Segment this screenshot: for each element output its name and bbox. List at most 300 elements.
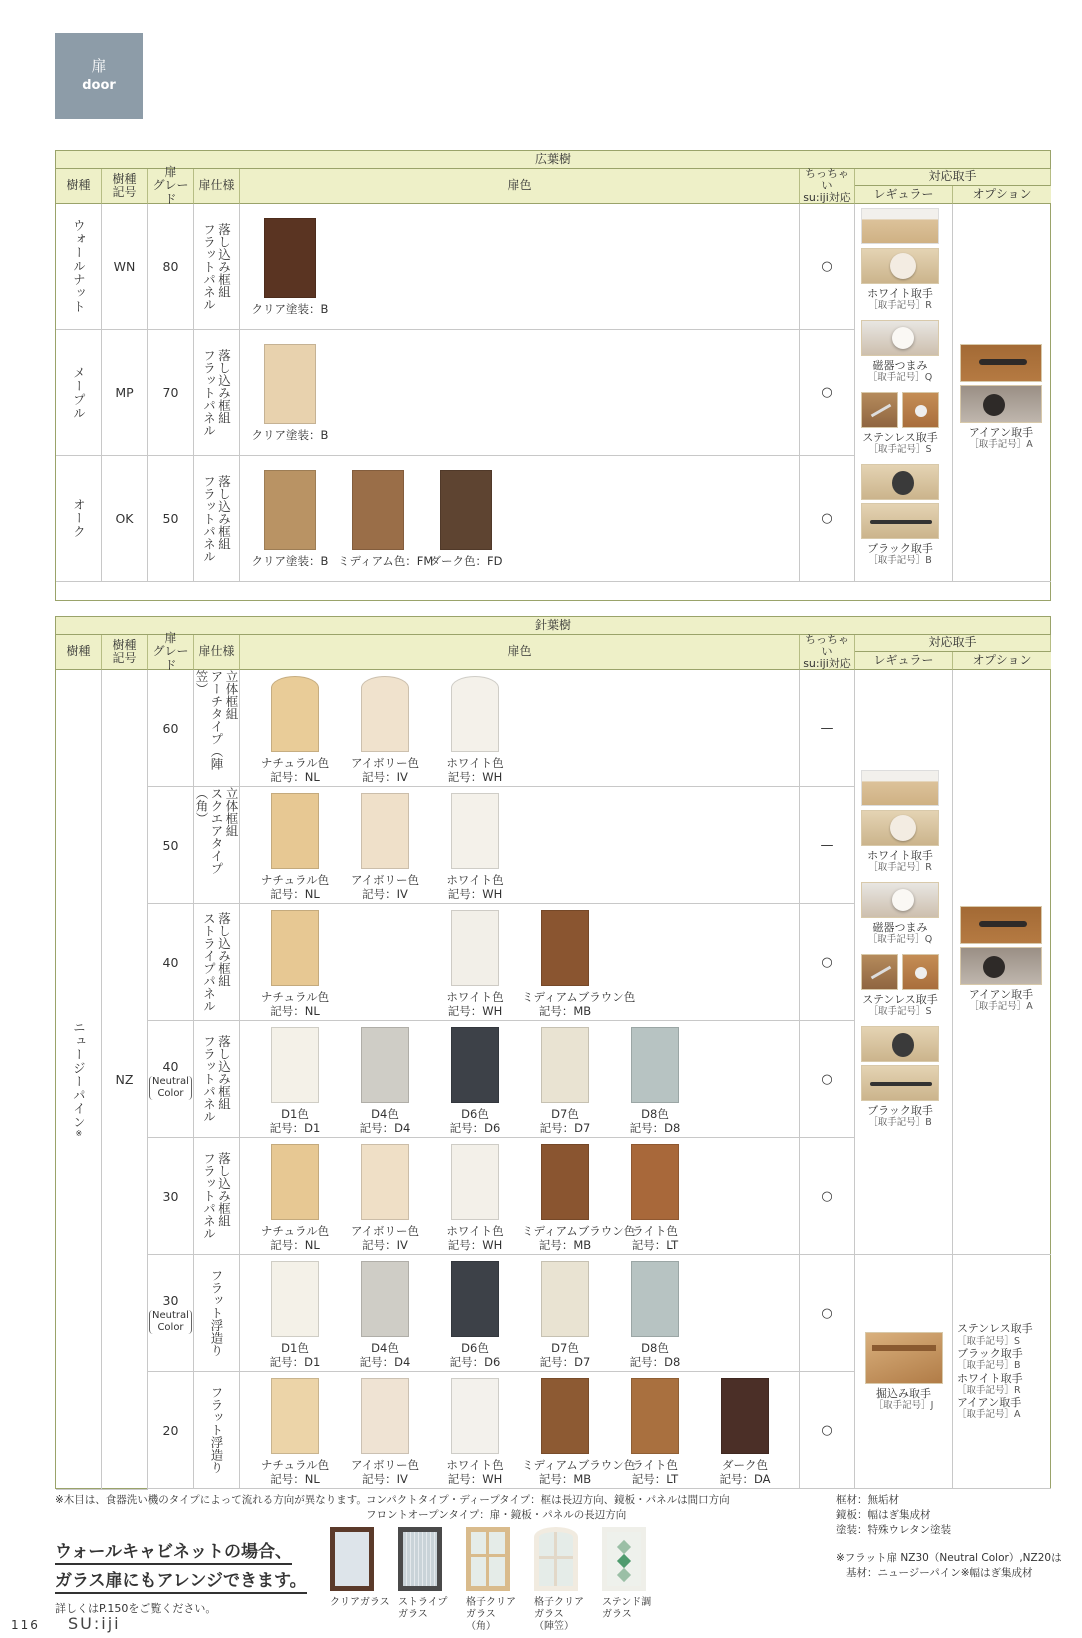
color-swatch [252, 1378, 338, 1487]
color-cell [240, 1021, 800, 1138]
chiisai-mark: ○ [821, 511, 833, 526]
color-name: ナチュラル色 [260, 1224, 330, 1238]
door-image [631, 1261, 679, 1337]
grade-cell [148, 1372, 194, 1489]
black-handle-name: ブラック取手 [867, 542, 933, 555]
chiisai-mark: — [820, 720, 834, 736]
grade-cell [148, 1138, 194, 1255]
grade-value: 30 [162, 1188, 179, 1204]
black-handle [861, 1026, 939, 1129]
note-front: フロントオープンタイプ：扉・鏡板・パネルの長辺方向 [366, 1509, 627, 1521]
stainless-handle-icons [861, 392, 939, 428]
header-species-code [102, 635, 148, 670]
color-code: 記号：DA [719, 1472, 771, 1487]
color-code: 記号：D7 [539, 1121, 591, 1136]
grade-value: 40 [162, 1058, 179, 1074]
spec-text: フラット浮造り [209, 1386, 224, 1474]
chiisai-mark: ○ [821, 259, 833, 274]
color-code: 記号：MB [538, 1472, 592, 1487]
grade-cell [148, 204, 194, 330]
color-swatch [612, 1261, 698, 1370]
chiisai-cell [800, 456, 855, 582]
chiisai-mark: ○ [821, 1422, 833, 1438]
color-name: D8色 [641, 1107, 669, 1121]
stainless-handle [861, 392, 939, 456]
porcelain-knob-icon [861, 882, 939, 918]
species-code: OK [115, 511, 134, 526]
door-image [631, 1144, 679, 1220]
spec-cell [194, 456, 240, 582]
porcelain-ball [892, 327, 914, 349]
color-code: 記号：D7 [539, 1355, 591, 1370]
conifer-code-cell [102, 670, 148, 1490]
chiisai-cell [800, 1021, 855, 1138]
grade-value: 70 [162, 385, 179, 400]
door-image [271, 676, 319, 752]
color-code: 記号：NL [270, 770, 320, 785]
spec-cell [194, 787, 240, 904]
color-name: ナチュラル色 [260, 990, 330, 1004]
species-name: ウォールナット [71, 219, 87, 314]
white-handle-code: ［取手記号］R [868, 300, 932, 312]
stainless-bar-photo [861, 392, 898, 428]
spec-cell [194, 1138, 240, 1255]
door-image [264, 344, 316, 424]
grade-cell [148, 1021, 194, 1138]
iron-handle-name: アイアン取手 [968, 988, 1034, 1001]
stainless-handle [861, 954, 939, 1018]
glass-door-label: 格子クリア ガラス （角） [466, 1597, 516, 1632]
door-image [361, 676, 409, 752]
color-swatch [432, 1378, 518, 1487]
door-image [271, 910, 319, 986]
white-handle-code: ［取手記号］R [868, 862, 932, 874]
porcelain-ball [892, 889, 914, 911]
spec-text: 落し込み框組 フラットパネル [201, 348, 232, 437]
grade-note: Neutral Color [149, 1076, 192, 1100]
conifer-code: NZ [115, 1072, 134, 1087]
horikomi-groove [872, 1345, 936, 1351]
color-code: 記号：NL [270, 1004, 320, 1019]
color-cell [240, 787, 800, 904]
color-swatch [250, 344, 330, 442]
iron-handle-photo-2 [960, 385, 1042, 423]
color-label: クリア塗装：B [251, 428, 329, 442]
iron-handle-code: ［取手記号］A [969, 1001, 1033, 1013]
header-grade-text: 扉 グレード [152, 165, 189, 206]
color-code: 記号：LT [631, 1472, 679, 1487]
porcelain-knob-name: 磁器つまみ [872, 921, 928, 934]
color-name: ナチュラル色 [260, 873, 330, 887]
color-code: 記号：IV [362, 770, 408, 785]
color-label: クリア塗装：B [251, 302, 329, 316]
glass-door-sample [330, 1527, 396, 1609]
stainless-bar [871, 404, 892, 418]
iron-handle-photo-1 [960, 344, 1042, 382]
header-species: 樹種 [56, 635, 102, 670]
black-bar-photo [861, 1065, 939, 1101]
color-swatch [342, 676, 428, 785]
door-image [361, 1144, 409, 1220]
white-handle-name: ホワイト取手 [867, 849, 933, 862]
iron-handle [959, 344, 1043, 451]
color-swatch [522, 1144, 636, 1253]
color-swatch [252, 676, 338, 785]
color-swatch [522, 910, 636, 1019]
door-image [451, 1378, 499, 1454]
species-cell [56, 204, 102, 330]
color-swatch [522, 1261, 608, 1370]
color-name: D8色 [641, 1341, 669, 1355]
color-code: 記号：WH [447, 887, 503, 902]
door-image [361, 1027, 409, 1103]
door-image [631, 1378, 679, 1454]
color-swatch [250, 470, 330, 568]
black-knob [892, 471, 914, 495]
header-grade-text: 扉 グレード [152, 631, 189, 672]
color-swatch [426, 470, 506, 568]
option-code: ［取手記号］R [957, 1384, 1021, 1396]
color-name: ナチュラル色 [260, 756, 330, 770]
color-name: ナチュラル色 [260, 1458, 330, 1472]
color-code: 記号：WH [447, 1004, 503, 1019]
glass-door-image [602, 1527, 646, 1591]
white-handle-name: ホワイト取手 [867, 287, 933, 300]
chiisai-mark: ○ [821, 954, 833, 970]
color-swatch [612, 1378, 698, 1487]
chiisai-mark: — [820, 837, 834, 853]
species-code: WN [113, 259, 136, 274]
black-bar [870, 520, 932, 524]
header-handle: 対応取手 [855, 635, 1051, 652]
color-code: 記号：D6 [449, 1121, 501, 1136]
color-name: ホワイト色 [446, 990, 504, 1004]
option-handle-cell [953, 670, 1051, 1255]
color-swatch [702, 1378, 788, 1487]
header-handle: 対応取手 [855, 169, 1051, 186]
stainless-bar [871, 966, 892, 980]
chiisai-mark: ○ [821, 1071, 833, 1087]
glass-door-image [330, 1527, 374, 1591]
option-code: ［取手記号］B [957, 1360, 1021, 1372]
color-code: 記号：WH [447, 770, 503, 785]
glass-door-label: ストライプ ガラス [398, 1597, 448, 1620]
species-name: メープル [71, 365, 87, 420]
color-swatch [342, 1144, 428, 1253]
color-name: アイボリー色 [351, 1458, 419, 1472]
iron-grip [983, 956, 1005, 978]
color-code: 記号：D8 [629, 1355, 681, 1370]
badge-en: door [82, 78, 116, 93]
door-image [451, 793, 499, 869]
color-code: 記号：D6 [449, 1355, 501, 1370]
spec-text: 落し込み框組 フラットパネル [201, 474, 232, 563]
option-name: ホワイト取手 [957, 1371, 1023, 1385]
grade-cell [148, 904, 194, 1021]
header-species-code [102, 169, 148, 204]
glass-headline-2: ガラス扉にもアレンジできます。 [55, 1566, 307, 1594]
iron-bar [979, 921, 1027, 927]
color-swatch [612, 1144, 698, 1253]
stainless-handle-icons [861, 954, 939, 990]
white-handle-icon [861, 810, 939, 846]
color-swatch [432, 910, 518, 1019]
black-knob-photo [861, 464, 939, 500]
door-image [451, 1027, 499, 1103]
chiisai-cell [800, 904, 855, 1021]
grade-cell [148, 330, 194, 456]
note-flat2: 基材：ニュージーパイン※幅はぎ集成材 [846, 1567, 1033, 1579]
color-label: ダーク色：FD [429, 554, 503, 568]
conifer-species-cell [56, 670, 102, 1490]
glass-mullion-h [471, 1554, 505, 1557]
white-handle-icon [861, 248, 939, 284]
door-image [271, 1027, 319, 1103]
chiisai-cell [800, 204, 855, 330]
iron-bar [979, 359, 1027, 365]
color-swatch [432, 793, 518, 902]
glass-mullion-h [539, 1556, 573, 1559]
regular-handle-cell [855, 204, 953, 582]
color-swatch [250, 218, 330, 316]
option-code: ［取手記号］S [957, 1335, 1021, 1347]
color-swatch [342, 1027, 428, 1136]
flat-option-list [953, 1322, 1051, 1420]
option-handle-cell [953, 204, 1051, 582]
black-knob [892, 1033, 914, 1057]
chiisai-cell [800, 1255, 855, 1372]
color-code: 記号：NL [270, 1238, 320, 1253]
grade-cell [148, 456, 194, 582]
color-swatch [252, 1144, 338, 1253]
regular-handle-cell [855, 670, 953, 1255]
iron-handle [959, 906, 1043, 1013]
grade-note: Neutral Color [149, 1310, 192, 1334]
color-code: 記号：WH [447, 1238, 503, 1253]
color-name: ホワイト色 [446, 873, 504, 887]
spec-cell [194, 1372, 240, 1489]
horikomi-handle-photo [865, 1332, 943, 1384]
conifer-species-note: ※ [74, 1128, 84, 1139]
black-handle-name: ブラック取手 [867, 1104, 933, 1117]
species-code-cell [102, 204, 148, 330]
conifer-table [55, 616, 1051, 1489]
color-cell [240, 1255, 800, 1372]
color-label: クリア塗装：B [251, 554, 329, 568]
color-name: ミディアムブラウン色 [522, 1458, 636, 1472]
page-number: 116 [11, 1618, 40, 1632]
color-cell [240, 204, 800, 330]
brand-logo: SU:iji [68, 1614, 121, 1633]
stainless-knob [915, 405, 927, 417]
white-knob [890, 253, 916, 279]
color-name: ライト色 [632, 1224, 678, 1238]
option-name: ステンレス取手 [957, 1322, 1033, 1336]
header-chiisai-text: ちっちゃい su:iji対応 [803, 632, 851, 671]
door-image [631, 1027, 679, 1103]
stainless-knob [915, 967, 927, 979]
door-image [271, 1144, 319, 1220]
grade-value: 80 [162, 259, 179, 274]
horikomi-handle [864, 1332, 944, 1412]
spec-cell [194, 330, 240, 456]
stainless-bar-photo [861, 954, 898, 990]
door-image [264, 470, 316, 550]
color-swatch [252, 1027, 338, 1136]
spec-cell [194, 904, 240, 1021]
porcelain-knob-code: ［取手記号］Q [867, 934, 933, 946]
header-option: オプション [953, 652, 1051, 670]
conifer-species-text: ニュージーパイン [71, 1020, 87, 1129]
color-code: 記号：D4 [359, 1121, 411, 1136]
door-image [541, 1027, 589, 1103]
header-species-code-text: 樹種 記号 [112, 637, 137, 665]
color-code: 記号：D1 [269, 1355, 321, 1370]
door-image [451, 910, 499, 986]
color-code: 記号：LT [631, 1238, 679, 1253]
header-spec: 扉仕様 [194, 635, 240, 670]
color-cell [240, 330, 800, 456]
option-name: ブラック取手 [957, 1346, 1023, 1360]
header-grade [148, 165, 194, 206]
section-badge [55, 33, 143, 119]
note-flat1: ※フラット扉 NZ30（Neutral Color）,NZ20は [836, 1552, 1062, 1564]
header-chiisai-text: ちっちゃい su:iji対応 [803, 166, 851, 205]
color-name: D6色 [461, 1341, 489, 1355]
broadleaf-table [55, 150, 1051, 601]
door-image [361, 793, 409, 869]
spec-cell [194, 204, 240, 330]
door-image [451, 1144, 499, 1220]
iron-handle-name: アイアン取手 [968, 426, 1034, 439]
grade-cell [148, 1255, 194, 1372]
color-code: 記号：D1 [269, 1121, 321, 1136]
stain-diamond [617, 1568, 631, 1582]
iron-handle-code: ［取手記号］A [969, 439, 1033, 451]
drawer-photo [861, 208, 939, 244]
color-code: 記号：D4 [359, 1355, 411, 1370]
chiisai-cell [800, 787, 855, 904]
door-image [541, 1144, 589, 1220]
color-cell [240, 904, 800, 1021]
glass-door-image [466, 1527, 510, 1591]
color-swatch [342, 1378, 428, 1487]
spec-cell [194, 670, 240, 787]
porcelain-knob-code: ［取手記号］Q [867, 372, 933, 384]
color-swatch [612, 1027, 698, 1136]
spec-text: フラット浮造り [209, 1269, 224, 1357]
drawer-photo [861, 770, 939, 806]
color-code: 記号：IV [362, 1472, 408, 1487]
color-name: D4色 [371, 1341, 399, 1355]
broadleaf-title: 広葉樹 [56, 151, 1050, 169]
regular-handle-cell-flat [855, 1255, 953, 1489]
black-handle-code: ［取手記号］B [868, 555, 932, 567]
grade-cell [148, 787, 194, 904]
spec-text: 落し込み框組 フラットパネル [201, 222, 232, 311]
chiisai-cell [800, 330, 855, 456]
color-cell [240, 670, 800, 787]
grade-value: 50 [162, 511, 179, 526]
color-cell [240, 1138, 800, 1255]
header-color: 扉色 [240, 169, 800, 204]
color-code: 記号：IV [362, 1238, 408, 1253]
note-panel: 鏡板：幅はぎ集成材 [836, 1509, 931, 1521]
species-cell [56, 456, 102, 582]
color-name: アイボリー色 [351, 873, 419, 887]
note-frame: 框材：無垢材 [836, 1494, 899, 1506]
door-image [271, 793, 319, 869]
badge-jp: 扉 [91, 57, 107, 75]
grade-value: 50 [162, 837, 179, 853]
color-name: アイボリー色 [351, 1224, 419, 1238]
door-image [451, 1261, 499, 1337]
conifer-species [71, 1021, 87, 1139]
species-code-cell [102, 330, 148, 456]
species-name: オーク [71, 498, 87, 539]
door-image [361, 1261, 409, 1337]
color-name: ミディアムブラウン色 [522, 1224, 636, 1238]
spec-text: 落し込み框組 フラットパネル [201, 1152, 232, 1240]
color-code: 記号：IV [362, 887, 408, 902]
color-label: ミディアム色：FM [338, 554, 434, 568]
chiisai-mark: ○ [821, 1305, 833, 1321]
chiisai-mark: ○ [821, 385, 833, 400]
glass-door-sample [398, 1527, 464, 1621]
header-regular: レギュラー [855, 652, 953, 670]
grade-value: 40 [162, 954, 179, 970]
grade-value: 30 [162, 1292, 179, 1308]
horikomi-handle-name: 掘込み取手 [876, 1386, 931, 1400]
door-image [451, 676, 499, 752]
chiisai-cell [800, 1138, 855, 1255]
white-handle [861, 810, 939, 874]
door-image [271, 1261, 319, 1337]
header-option: オプション [953, 186, 1051, 204]
glass-door-sample [534, 1527, 600, 1633]
header-chiisai [800, 632, 855, 671]
color-name: ダーク色 [722, 1458, 768, 1472]
grade-cell [148, 670, 194, 787]
glass-mullion-v [554, 1532, 557, 1586]
species-code: MP [115, 385, 134, 400]
stainless-handle-name: ステンレス取手 [862, 993, 938, 1006]
color-name: アイボリー色 [351, 756, 419, 770]
color-swatch [252, 793, 338, 902]
header-regular: レギュラー [855, 186, 953, 204]
glass-door-label: 格子クリア ガラス （陣笠） [534, 1597, 584, 1632]
header-color: 扉色 [240, 635, 800, 670]
black-handle-code: ［取手記号］B [868, 1117, 932, 1129]
black-knob-photo [861, 1026, 939, 1062]
header-spec: 扉仕様 [194, 169, 240, 204]
option-code: ［取手記号］A [957, 1409, 1021, 1421]
color-name: ホワイト色 [446, 756, 504, 770]
species-code-cell [102, 456, 148, 582]
spec-text: 立体框組 アーチタイプ（陣笠） [194, 670, 239, 770]
stainless-knob-photo [902, 954, 939, 990]
color-cell [240, 456, 800, 582]
glass-reference: 詳しくはP.150をご覧ください。 [55, 1602, 217, 1615]
color-code: 記号：NL [270, 887, 320, 902]
color-name: D1色 [281, 1107, 309, 1121]
glass-headline-1: ウォールキャビネットの場合、 [55, 1537, 292, 1565]
glass-door-sample [602, 1527, 668, 1621]
stainless-handle-name: ステンレス取手 [862, 431, 938, 444]
color-code: 記号：D8 [629, 1121, 681, 1136]
color-swatch [252, 1261, 338, 1370]
color-name: D1色 [281, 1341, 309, 1355]
